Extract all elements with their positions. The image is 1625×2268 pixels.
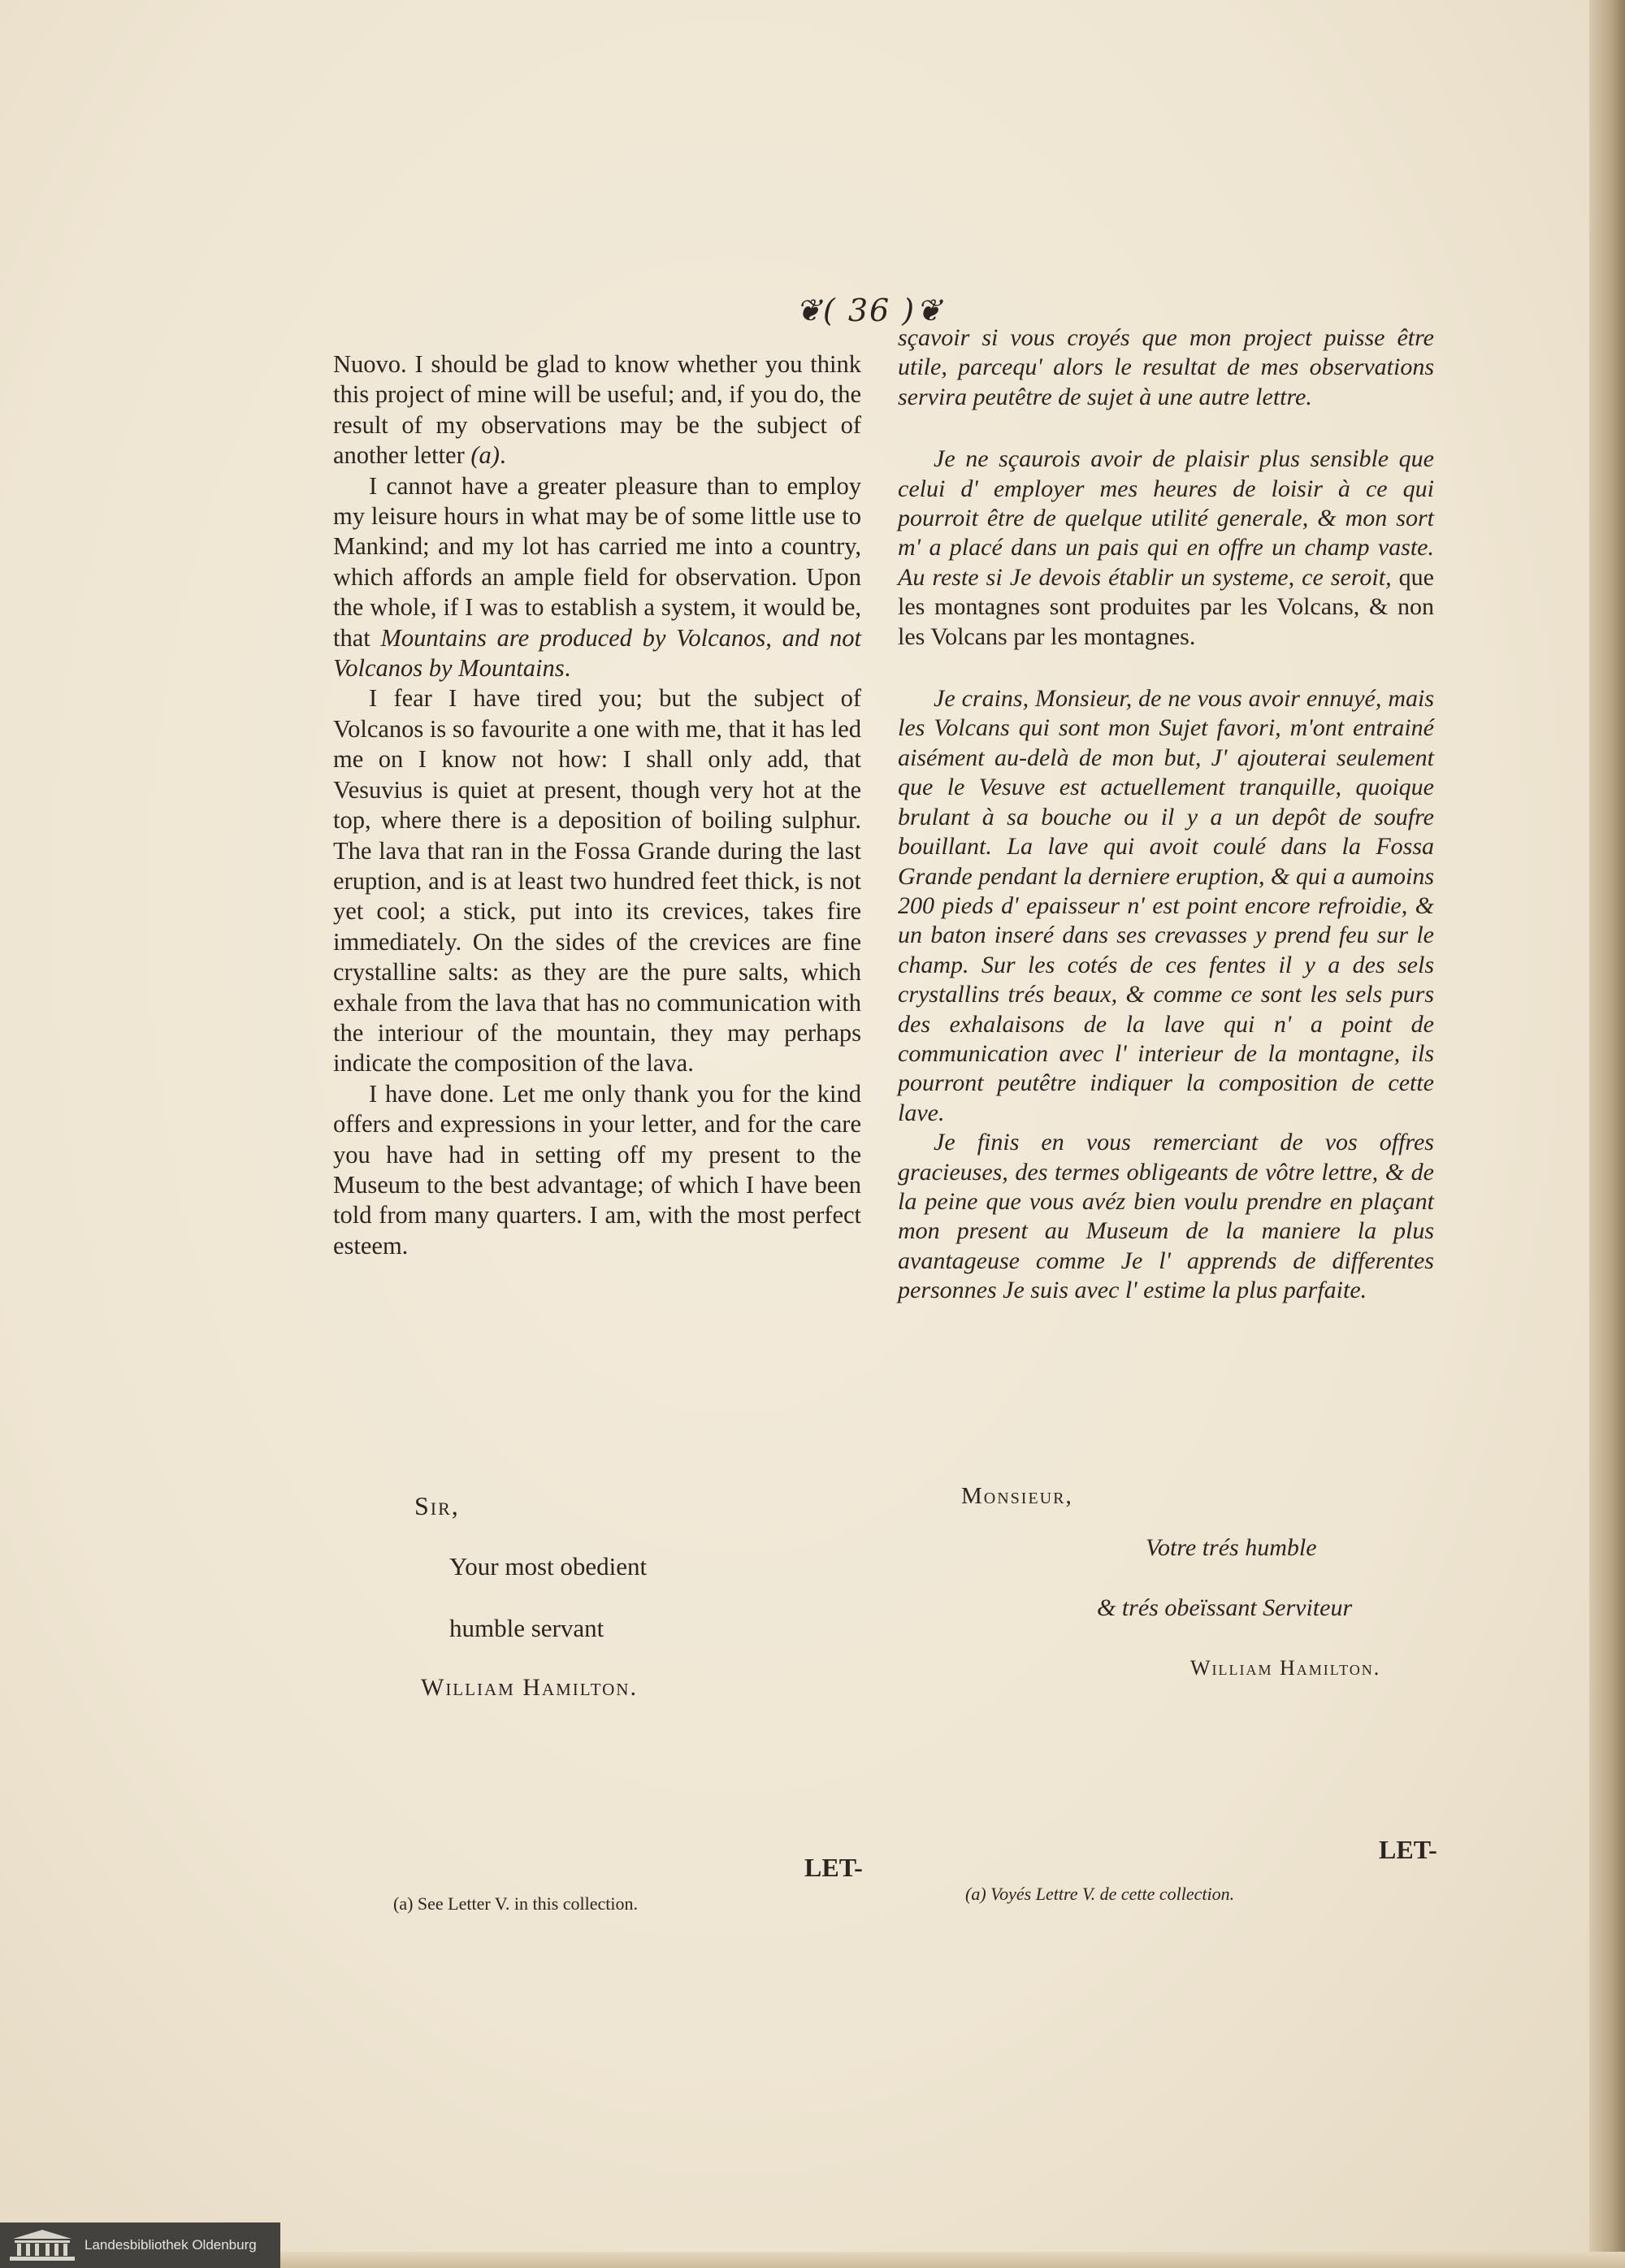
english-salutation: Sir, [414, 1491, 460, 1520]
french-salutation: Monsieur, [961, 1483, 1073, 1509]
library-building-icon [8, 2227, 76, 2263]
french-closing-line-2: & trés obeïssant Serviteur [1097, 1594, 1353, 1621]
french-paragraph-1: sçavoir si vous croyés que mon project puisse être utile, parcequ' alors le resultat de mes observations servira peutêtre de sujet à une autre lettre. [898, 324, 1434, 410]
library-watermark [0, 2222, 280, 2268]
english-column [333, 349, 861, 1261]
english-footnote: (a) See Letter V. in this collection. [393, 1893, 638, 1914]
french-signature: William Hamilton. [1190, 1656, 1381, 1680]
english-catchword: LET- [804, 1853, 863, 1882]
french-paragraph-2: Je ne sçaurois avoir de plaisir plus sensible que celui d' employer mes heures de loisir à ce qui pourroit être de quelque utilité generale, & mon sort m' a placé dans un pais qui en offre un champ vaste. Au reste si Je devois établir un systeme, ce seroit, que les montagnes sont produites par les Volcans, & non les Volcans par les montagnes. [898, 445, 1434, 650]
english-closing-line-2: humble servant [449, 1614, 604, 1642]
french-closing-line-1: Votre trés humble [1146, 1534, 1317, 1561]
english-paragraph-2: I cannot have a greater pleasure than to employ my leisure hours in what may be of some little use to Mankind; and my lot has carried me into a country, which affords an ample field for observation. Upon the whole, if I was to establish a system, it would be, that Mountains are produced by Volcanos, and not Volcanos by Mountains. [333, 471, 861, 683]
french-paragraph-4: Je finis en vous remerciant de vos offres gracieuses, des termes obligeants de vôtre lettre, & de la peine que vous avéz bien voulu prendre en plaçant mon present au Museum de la maniere la plus avantageuse comme Je l' apprends de differentes personnes Je suis avec l' estime la plus parfaite. [898, 1129, 1434, 1304]
french-footnote: (a) Voyés Lettre V. de cette collection. [965, 1884, 1235, 1904]
french-catchword: LET- [1379, 1835, 1437, 1864]
book-spine-edge [1589, 0, 1625, 2268]
french-paragraph-3: Je crains, Monsieur, de ne vous avoir ennuyé, mais les Volcans qui sont mon Sujet favori, m'ont entrainé aisément au-delà de mon but, J' ajouterai seulement que le Vesuve est actuellement tranquille, quoique brulant à sa bouche ou il y a un depôt de soufre bouillant. La lave qui avoit coulé dans la Fossa Grande pendant la derniere eruption, & qui a aumoins 200 pieds d' epaisseur n' est point encore refroidie, & un baton inseré dans ses crevasses y prend feu sur le champ. Sur les cotés de ces fentes il y a des sels crystallins trés beaux, & comme ce sont les sels purs des exhalaisons de la lave qui n' a point de communication avec l' interieur de la montagne, ils pourront peutêtre indiquer la composition de cette lave. [898, 685, 1434, 1126]
english-paragraph-3: I fear I have tired you; but the subject of Volcanos is so favourite a one with me, that it has led me on I know not how: I shall only add, that Vesuvius is quiet at present, though very hot at the top, where there is a deposition of boiling sulphur. The lava that ran in the Fossa Grande during the last eruption, and is at least two hundred feet thick, is not yet cool; a stick, put into its crevices, takes fire immediately. On the sides of the crevices are fine crystalline salts: as they are the pure salts, which exhale from the lava that has no communication with the interiour of the mountain, they may perhaps indicate the composition of the lava. [333, 684, 861, 1078]
english-signature: William Hamilton. [421, 1674, 638, 1701]
library-name: Landesbibliothek Oldenburg [84, 2237, 257, 2253]
english-paragraph-1: Nuovo. I should be glad to know whether you think this project of mine will be useful; and, if you do, the result of my observations may be the subject of another letter (a). [333, 350, 861, 470]
french-column [898, 323, 1434, 1306]
page-number: ❦( 36 )❦ [795, 293, 943, 328]
english-closing-line-1: Your most obedient [449, 1552, 648, 1581]
english-paragraph-4: I have done. Let me only thank you for the kind offers and expressions in your letter, and for the care you have had in setting off my present to the Museum to the best advantage; of which I have been told from many quarters. I am, with the most perfect esteem. [333, 1079, 861, 1260]
